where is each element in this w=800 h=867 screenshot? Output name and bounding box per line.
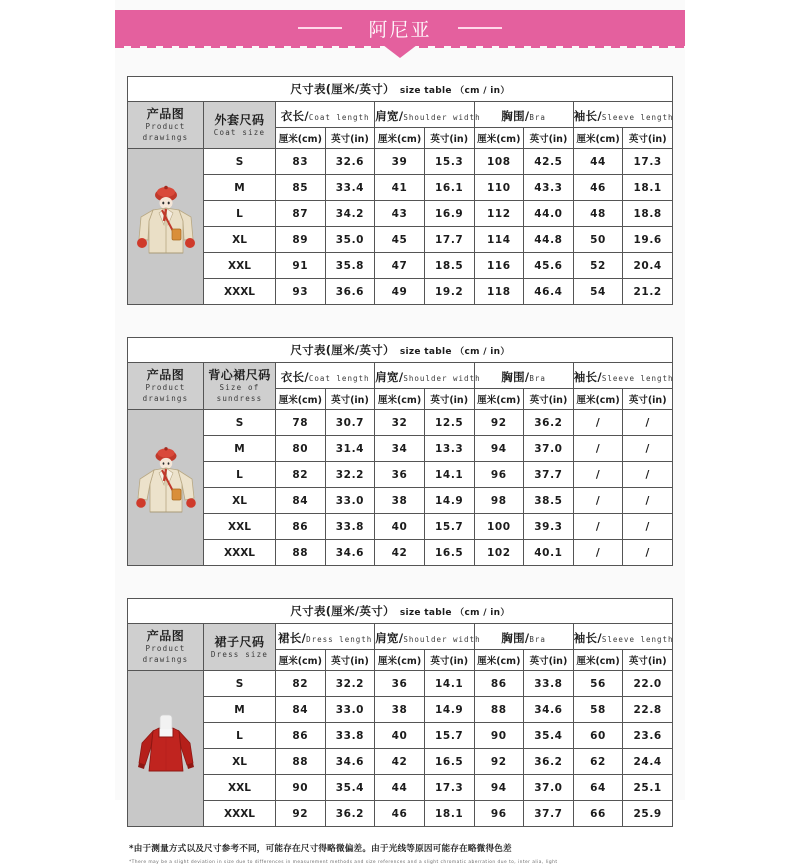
- cell-size: M: [204, 175, 276, 201]
- header-shoulder-en: Shoulder width: [403, 113, 481, 123]
- cell-shoulder-in: 16.1: [424, 175, 474, 201]
- cell-length-in: 34.6: [325, 540, 375, 566]
- cell-length-in: 33.8: [325, 723, 375, 749]
- cell-shoulder-cm: 43: [375, 201, 425, 227]
- caption-cn: 尺寸表(厘米/英寸）: [290, 82, 395, 96]
- cell-shoulder-cm: 36: [375, 462, 425, 488]
- cell-sleeve-cm: 64: [573, 775, 623, 801]
- header-bust-group: 胸围/Bra: [474, 102, 573, 128]
- cell-sleeve-in: /: [623, 436, 673, 462]
- banner-dashed-divider: [115, 46, 685, 51]
- product-size-chart-page: [115, 0, 685, 865]
- header-shoulder-cn: 肩宽: [375, 370, 399, 385]
- cell-sleeve-cm: /: [573, 410, 623, 436]
- table-row: [128, 540, 673, 566]
- cell-bust-cm: 96: [474, 462, 524, 488]
- cell-length-in: 32.2: [325, 671, 375, 697]
- header-product-drawings-en: Product drawings: [142, 644, 189, 664]
- disclaimer-notes: [129, 843, 671, 867]
- cell-size: XXXL: [204, 279, 276, 305]
- caption-cn: 尺寸表(厘米/英寸）: [290, 343, 395, 357]
- table-caption-row: [128, 77, 673, 102]
- cell-shoulder-cm: 44: [375, 775, 425, 801]
- header-bust-en: Bra: [529, 113, 546, 123]
- cell-sleeve-cm: 54: [573, 279, 623, 305]
- table-row: [128, 175, 673, 201]
- table-row: [128, 488, 673, 514]
- size-table-sundress: [127, 337, 673, 566]
- cell-length-cm: 78: [276, 410, 326, 436]
- cell-shoulder-cm: 36: [375, 671, 425, 697]
- banner-bar: [115, 10, 685, 46]
- unit-bust-cm: 厘米(cm): [474, 650, 524, 671]
- cell-length-cm: 86: [276, 723, 326, 749]
- cell-shoulder-cm: 42: [375, 540, 425, 566]
- table-header-row-group: [128, 102, 673, 128]
- cell-sleeve-cm: 46: [573, 175, 623, 201]
- cell-length-in: 31.4: [325, 436, 375, 462]
- cell-sleeve-in: /: [623, 462, 673, 488]
- cell-shoulder-in: 17.3: [424, 775, 474, 801]
- cell-sleeve-cm: 48: [573, 201, 623, 227]
- header-shoulder-group: 肩宽/Shoulder width: [375, 102, 474, 128]
- size-table-block-coat: [127, 76, 673, 305]
- cell-shoulder-cm: 42: [375, 749, 425, 775]
- cell-length-in: 32.2: [325, 462, 375, 488]
- header-size-column: [204, 102, 276, 149]
- header-size-column-cn: 背心裙尺码: [208, 368, 271, 382]
- table-row: [128, 775, 673, 801]
- cell-size: L: [204, 723, 276, 749]
- cell-bust-in: 38.5: [524, 488, 574, 514]
- cell-bust-cm: 102: [474, 540, 524, 566]
- cell-sleeve-in: 24.4: [623, 749, 673, 775]
- cell-sleeve-cm: 62: [573, 749, 623, 775]
- header-size-column: [204, 624, 276, 671]
- unit-sleeve-in: 英寸(in): [623, 389, 673, 410]
- cell-length-cm: 85: [276, 175, 326, 201]
- cell-sleeve-cm: /: [573, 514, 623, 540]
- header-shoulder-cn: 肩宽: [375, 631, 399, 646]
- cell-sleeve-cm: /: [573, 488, 623, 514]
- cell-size: L: [204, 462, 276, 488]
- cell-bust-in: 33.8: [524, 671, 574, 697]
- unit-bust-in: 英寸(in): [524, 389, 574, 410]
- cell-sleeve-in: /: [623, 410, 673, 436]
- header-shoulder-en: Shoulder width: [403, 635, 481, 645]
- cell-length-in: 34.6: [325, 749, 375, 775]
- cell-shoulder-in: 18.1: [424, 801, 474, 827]
- cell-bust-in: 36.2: [524, 749, 574, 775]
- cell-length-in: 33.0: [325, 697, 375, 723]
- cell-bust-cm: 90: [474, 723, 524, 749]
- size-table-block-dress: [127, 598, 673, 827]
- cell-shoulder-in: 17.7: [424, 227, 474, 253]
- cell-length-cm: 87: [276, 201, 326, 227]
- banner-left-rule-icon: [298, 27, 342, 29]
- cell-shoulder-cm: 41: [375, 175, 425, 201]
- cell-bust-in: 40.1: [524, 540, 574, 566]
- cell-length-in: 35.8: [325, 253, 375, 279]
- cell-bust-in: 34.6: [524, 697, 574, 723]
- cell-length-in: 35.0: [325, 227, 375, 253]
- unit-bust-cm: 厘米(cm): [474, 128, 524, 149]
- cell-bust-in: 37.7: [524, 462, 574, 488]
- table-row: [128, 723, 673, 749]
- cell-bust-in: 39.3: [524, 514, 574, 540]
- table-row: [128, 279, 673, 305]
- cell-shoulder-cm: 39: [375, 149, 425, 175]
- header-length-cn: 衣长: [280, 109, 305, 124]
- cell-shoulder-in: 16.9: [424, 201, 474, 227]
- cell-bust-cm: 94: [474, 436, 524, 462]
- unit-length-cm: 厘米(cm): [276, 650, 326, 671]
- cell-length-in: 32.6: [325, 149, 375, 175]
- coat-illustration-icon: [128, 158, 204, 296]
- table-header-row-group: [128, 363, 673, 389]
- cell-sleeve-in: /: [623, 540, 673, 566]
- unit-bust-in: 英寸(in): [524, 128, 574, 149]
- header-bust-group: 胸围/Bra: [474, 624, 573, 650]
- cell-length-in: 30.7: [325, 410, 375, 436]
- cell-size: XL: [204, 227, 276, 253]
- cell-bust-in: 46.4: [524, 279, 574, 305]
- header-bust-group: 胸围/Bra: [474, 363, 573, 389]
- cell-sleeve-in: 20.4: [623, 253, 673, 279]
- header-sleeve-en: Sleeve length: [601, 374, 674, 384]
- table-row: [128, 462, 673, 488]
- header-size-column-en: Size of sundress: [216, 383, 263, 403]
- cell-length-cm: 84: [276, 697, 326, 723]
- cell-shoulder-cm: 47: [375, 253, 425, 279]
- cell-sleeve-cm: 58: [573, 697, 623, 723]
- cell-sleeve-in: 23.6: [623, 723, 673, 749]
- cell-length-in: 34.2: [325, 201, 375, 227]
- cell-shoulder-cm: 49: [375, 279, 425, 305]
- cell-bust-in: 43.3: [524, 175, 574, 201]
- header-bust-cn: 胸围: [501, 370, 525, 385]
- cell-bust-cm: 118: [474, 279, 524, 305]
- cell-length-in: 33.8: [325, 514, 375, 540]
- cell-shoulder-in: 16.5: [424, 540, 474, 566]
- cell-bust-in: 44.0: [524, 201, 574, 227]
- table-caption: [128, 599, 673, 624]
- cell-bust-cm: 108: [474, 149, 524, 175]
- cell-bust-in: 37.0: [524, 775, 574, 801]
- header-sleeve-group: 袖长/Sleeve length: [573, 363, 672, 389]
- header-product-drawings-cn: 产品图: [146, 107, 185, 121]
- cell-shoulder-in: 15.7: [424, 514, 474, 540]
- disclaimer-en: *There may be a slight deviation in size due to differences in measurement methods and size references and a slight chromatic aberration due to, inter alia, light: [129, 860, 558, 865]
- cell-length-cm: 88: [276, 540, 326, 566]
- cell-size: XXXL: [204, 540, 276, 566]
- cell-shoulder-in: 18.5: [424, 253, 474, 279]
- header-sleeve-en: Sleeve length: [601, 635, 674, 645]
- cell-bust-cm: 92: [474, 410, 524, 436]
- cell-sleeve-in: 21.2: [623, 279, 673, 305]
- unit-length-cm: 厘米(cm): [276, 389, 326, 410]
- cell-bust-in: 44.8: [524, 227, 574, 253]
- cell-bust-cm: 88: [474, 697, 524, 723]
- cell-bust-cm: 114: [474, 227, 524, 253]
- table-row: [128, 410, 673, 436]
- title-banner: [115, 10, 685, 46]
- cell-sleeve-cm: 50: [573, 227, 623, 253]
- table-caption: [128, 77, 673, 102]
- cell-bust-cm: 100: [474, 514, 524, 540]
- table-row: [128, 436, 673, 462]
- header-length-cn: 裙长: [277, 631, 302, 646]
- cell-sleeve-in: 25.1: [623, 775, 673, 801]
- header-length-group: 衣长/Coat length: [276, 363, 375, 389]
- cell-shoulder-in: 13.3: [424, 436, 474, 462]
- unit-sleeve-cm: 厘米(cm): [573, 128, 623, 149]
- table-row: [128, 514, 673, 540]
- cell-size: XL: [204, 488, 276, 514]
- cell-length-cm: 92: [276, 801, 326, 827]
- unit-sleeve-cm: 厘米(cm): [573, 389, 623, 410]
- cell-length-in: 33.0: [325, 488, 375, 514]
- header-product-drawings: [128, 363, 204, 410]
- unit-length-in: 英寸(in): [325, 128, 375, 149]
- cell-length-in: 36.2: [325, 801, 375, 827]
- cell-sleeve-in: 17.3: [623, 149, 673, 175]
- cell-sleeve-in: 18.1: [623, 175, 673, 201]
- disclaimer-cn: *由于测量方式以及尺寸参考不同，可能存在尺寸得略微偏差。由于光线等原因可能存在略微得色差: [129, 844, 512, 854]
- cell-size: M: [204, 436, 276, 462]
- cell-sleeve-cm: 60: [573, 723, 623, 749]
- caption-en: size table （cm / in）: [399, 608, 510, 618]
- caption-en: size table （cm / in）: [399, 86, 510, 96]
- caption-cn: 尺寸表(厘米/英寸）: [290, 604, 395, 618]
- cell-shoulder-cm: 40: [375, 723, 425, 749]
- sundress-illustration-icon: [128, 419, 204, 557]
- header-product-drawings: [128, 102, 204, 149]
- cell-sleeve-cm: 52: [573, 253, 623, 279]
- cell-shoulder-in: 15.3: [424, 149, 474, 175]
- cell-shoulder-in: 14.1: [424, 671, 474, 697]
- cell-size: XXL: [204, 514, 276, 540]
- header-bust-en: Bra: [529, 635, 546, 645]
- header-product-drawings-en: Product drawings: [142, 122, 189, 142]
- cell-shoulder-cm: 32: [375, 410, 425, 436]
- product-image-dress: [128, 671, 204, 827]
- header-sleeve-group: 袖长/Sleeve length: [573, 624, 672, 650]
- cell-size: S: [204, 149, 276, 175]
- cell-shoulder-cm: 45: [375, 227, 425, 253]
- cell-bust-cm: 96: [474, 801, 524, 827]
- cell-length-cm: 82: [276, 671, 326, 697]
- product-image-coat: [128, 149, 204, 305]
- unit-shoulder-cm: 厘米(cm): [375, 650, 425, 671]
- cell-bust-cm: 98: [474, 488, 524, 514]
- cell-sleeve-in: /: [623, 488, 673, 514]
- unit-shoulder-cm: 厘米(cm): [375, 389, 425, 410]
- cell-length-cm: 83: [276, 149, 326, 175]
- cell-shoulder-in: 16.5: [424, 749, 474, 775]
- cell-length-in: 36.6: [325, 279, 375, 305]
- header-size-column-en: Dress size: [210, 649, 269, 659]
- cell-size: XXL: [204, 775, 276, 801]
- header-shoulder-group: 肩宽/Shoulder width: [375, 363, 474, 389]
- cell-bust-cm: 112: [474, 201, 524, 227]
- cell-shoulder-cm: 38: [375, 697, 425, 723]
- cell-shoulder-cm: 34: [375, 436, 425, 462]
- cell-bust-in: 35.4: [524, 723, 574, 749]
- header-length-en: Coat length: [308, 113, 370, 123]
- table-caption-row: [128, 599, 673, 624]
- cell-shoulder-in: 14.9: [424, 488, 474, 514]
- cell-sleeve-in: 18.8: [623, 201, 673, 227]
- table-caption: [128, 338, 673, 363]
- table-caption-row: [128, 338, 673, 363]
- cell-size: XL: [204, 749, 276, 775]
- header-size-column-cn: 裙子尺码: [214, 634, 265, 649]
- cell-bust-cm: 92: [474, 749, 524, 775]
- header-length-en: Coat length: [308, 374, 370, 384]
- product-image-sundress: [128, 410, 204, 566]
- table-row: [128, 253, 673, 279]
- cell-bust-cm: 94: [474, 775, 524, 801]
- size-table-coat: [127, 76, 673, 305]
- header-shoulder-group: 肩宽/Shoulder width: [375, 624, 474, 650]
- header-product-drawings-cn: 产品图: [146, 629, 185, 643]
- cell-length-in: 33.4: [325, 175, 375, 201]
- cell-length-cm: 91: [276, 253, 326, 279]
- cell-sleeve-cm: 44: [573, 149, 623, 175]
- caption-en: size table （cm / in）: [399, 347, 510, 357]
- table-row: [128, 201, 673, 227]
- size-table-block-sundress: [127, 337, 673, 566]
- cell-sleeve-cm: 56: [573, 671, 623, 697]
- cell-length-cm: 90: [276, 775, 326, 801]
- table-row: [128, 149, 673, 175]
- unit-sleeve-in: 英寸(in): [623, 128, 673, 149]
- header-product-drawings-cn: 产品图: [146, 368, 185, 382]
- cell-length-cm: 89: [276, 227, 326, 253]
- cell-bust-cm: 110: [474, 175, 524, 201]
- unit-length-in: 英寸(in): [325, 389, 375, 410]
- header-size-column-en: Coat size: [213, 127, 266, 137]
- header-length-cn: 衣长: [280, 370, 305, 385]
- header-product-drawings-en: Product drawings: [142, 383, 189, 403]
- cell-shoulder-cm: 38: [375, 488, 425, 514]
- header-sleeve-cn: 袖长: [573, 109, 598, 124]
- cell-sleeve-in: 19.6: [623, 227, 673, 253]
- cell-length-cm: 82: [276, 462, 326, 488]
- header-sleeve-cn: 袖长: [573, 631, 598, 646]
- cell-sleeve-in: 25.9: [623, 801, 673, 827]
- table-header-row-group: [128, 624, 673, 650]
- unit-shoulder-in: 英寸(in): [424, 389, 474, 410]
- cell-shoulder-in: 14.9: [424, 697, 474, 723]
- cell-shoulder-in: 15.7: [424, 723, 474, 749]
- size-table-dress: [127, 598, 673, 827]
- cell-sleeve-in: /: [623, 514, 673, 540]
- table-row: [128, 671, 673, 697]
- header-shoulder-cn: 肩宽: [375, 109, 399, 124]
- unit-bust-in: 英寸(in): [524, 650, 574, 671]
- cell-sleeve-in: 22.0: [623, 671, 673, 697]
- table-row: [128, 749, 673, 775]
- header-length-group: 衣长/Coat length: [276, 102, 375, 128]
- cell-bust-cm: 116: [474, 253, 524, 279]
- unit-shoulder-cm: 厘米(cm): [375, 128, 425, 149]
- unit-bust-cm: 厘米(cm): [474, 389, 524, 410]
- unit-sleeve-in: 英寸(in): [623, 650, 673, 671]
- cell-size: L: [204, 201, 276, 227]
- header-size-column: [204, 363, 276, 410]
- cell-shoulder-in: 12.5: [424, 410, 474, 436]
- cell-sleeve-cm: 66: [573, 801, 623, 827]
- banner-right-rule-icon: [458, 27, 502, 29]
- cell-size: XXL: [204, 253, 276, 279]
- unit-shoulder-in: 英寸(in): [424, 650, 474, 671]
- unit-shoulder-in: 英寸(in): [424, 128, 474, 149]
- cell-size: S: [204, 671, 276, 697]
- unit-sleeve-cm: 厘米(cm): [573, 650, 623, 671]
- cell-shoulder-cm: 40: [375, 514, 425, 540]
- cell-length-in: 35.4: [325, 775, 375, 801]
- unit-length-in: 英寸(in): [325, 650, 375, 671]
- header-sleeve-group: 袖长/Sleeve length: [573, 102, 672, 128]
- cell-bust-cm: 86: [474, 671, 524, 697]
- cell-shoulder-cm: 46: [375, 801, 425, 827]
- cell-bust-in: 37.7: [524, 801, 574, 827]
- cell-size: M: [204, 697, 276, 723]
- cell-length-cm: 93: [276, 279, 326, 305]
- header-length-group: 裙长/Dress length: [276, 624, 375, 650]
- cell-shoulder-in: 19.2: [424, 279, 474, 305]
- table-row: [128, 801, 673, 827]
- header-sleeve-en: Sleeve length: [601, 113, 674, 123]
- page-title: 阿尼亚: [368, 18, 432, 41]
- cell-size: XXXL: [204, 801, 276, 827]
- unit-length-cm: 厘米(cm): [276, 128, 326, 149]
- cell-length-cm: 86: [276, 514, 326, 540]
- cell-bust-in: 42.5: [524, 149, 574, 175]
- cell-bust-in: 45.6: [524, 253, 574, 279]
- header-bust-cn: 胸围: [501, 631, 525, 646]
- header-size-column-cn: 外套尺码: [214, 112, 265, 127]
- header-bust-en: Bra: [529, 374, 546, 384]
- cell-sleeve-cm: /: [573, 462, 623, 488]
- cell-bust-in: 36.2: [524, 410, 574, 436]
- cell-sleeve-in: 22.8: [623, 697, 673, 723]
- header-sleeve-cn: 袖长: [573, 370, 598, 385]
- header-length-en: Dress length: [306, 635, 373, 645]
- cell-length-cm: 80: [276, 436, 326, 462]
- cell-sleeve-cm: /: [573, 436, 623, 462]
- cell-length-cm: 88: [276, 749, 326, 775]
- header-shoulder-en: Shoulder width: [403, 374, 481, 384]
- cell-shoulder-in: 14.1: [424, 462, 474, 488]
- chevron-down-icon: [383, 45, 417, 58]
- cell-size: S: [204, 410, 276, 436]
- cell-length-cm: 84: [276, 488, 326, 514]
- cell-bust-in: 37.0: [524, 436, 574, 462]
- table-row: [128, 227, 673, 253]
- table-row: [128, 697, 673, 723]
- cell-sleeve-cm: /: [573, 540, 623, 566]
- header-product-drawings: [128, 624, 204, 671]
- header-bust-cn: 胸围: [501, 109, 525, 124]
- dress-illustration-icon: [128, 680, 204, 818]
